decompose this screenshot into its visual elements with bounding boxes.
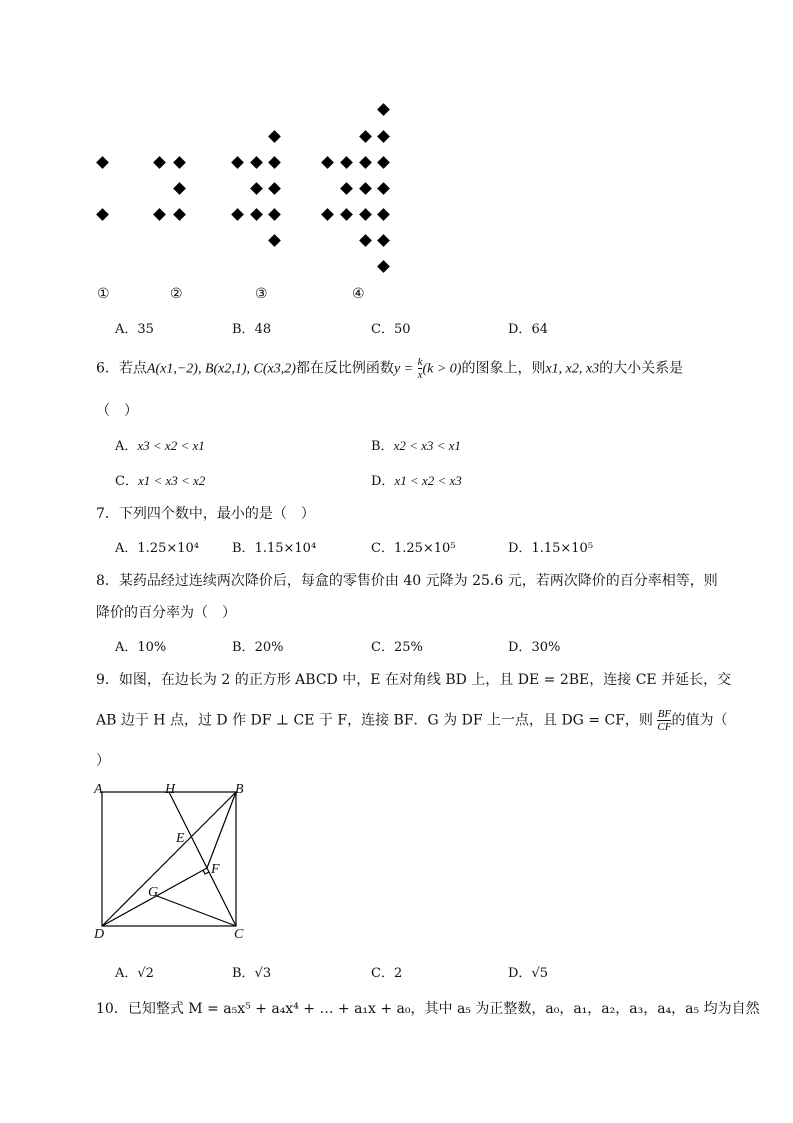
option-c[interactable]: C．x1 < x3 < x2	[115, 473, 206, 489]
option-d[interactable]: D．x1 < x2 < x3	[371, 473, 462, 489]
option-b[interactable]: B．48	[232, 322, 272, 337]
q9-stem-line3: ）	[96, 753, 110, 769]
q9-stem-line2: AB 边于 H 点，过 D 作 DF ⊥ CE 于 F，连接 BF．G 为 DF 上一点，且 DG = CF，则 $\frac{BF}{CF}$ 的值为（	[96, 708, 728, 733]
diamond-3	[268, 156, 281, 169]
option-a[interactable]: A．x3 < x2 < x1	[115, 438, 205, 454]
option-c[interactable]: C．25%	[371, 640, 423, 655]
fraction-bf-over-cf: $\frac{BF}{CF}$	[657, 708, 672, 733]
diamond-4	[340, 208, 353, 221]
diamond-3	[268, 208, 281, 221]
diamond-4	[359, 182, 372, 195]
figure-label-1: ①	[97, 286, 110, 302]
option-b[interactable]: B．20%	[232, 640, 284, 655]
option-a[interactable]: A．1.25×10⁴	[115, 541, 199, 556]
diamond-3	[231, 156, 244, 169]
diamond-2	[153, 156, 166, 169]
q8-stem-line2: 降价的百分率为（ ）	[96, 605, 236, 621]
diamond-4	[377, 156, 390, 169]
option-a[interactable]: A．35	[115, 322, 154, 337]
option-d[interactable]: D．√5	[508, 966, 548, 981]
option-a[interactable]: A．10%	[115, 640, 167, 655]
q7-stem: 7．下列四个数中，最小的是（ ）	[96, 506, 315, 522]
diamond-2	[173, 156, 186, 169]
option-d[interactable]: D．64	[508, 322, 548, 337]
point-label-d: D	[94, 927, 105, 942]
point-label-e: E	[176, 831, 185, 846]
option-b[interactable]: B．√3	[232, 966, 272, 981]
diamond-4	[377, 103, 390, 116]
point-label-g: G	[148, 885, 159, 900]
point-label-h: H	[165, 782, 176, 797]
diamond-4	[321, 156, 334, 169]
option-a[interactable]: A．√2	[115, 966, 154, 981]
diamond-1	[96, 156, 109, 169]
square-abcd-figure	[90, 780, 260, 945]
diamond-4	[359, 130, 372, 143]
diamond-3	[268, 182, 281, 195]
point-label-c: C	[234, 927, 244, 942]
point-label-b: B	[235, 782, 244, 797]
diamond-3	[231, 208, 244, 221]
point-label-f: F	[211, 862, 220, 877]
diamond-2	[173, 208, 186, 221]
diamond-4	[359, 208, 372, 221]
diamond-4	[359, 156, 372, 169]
diamond-3	[250, 208, 263, 221]
diamond-4	[340, 156, 353, 169]
line-ch	[169, 792, 236, 926]
diamond-2	[153, 208, 166, 221]
diamond-3	[268, 130, 281, 143]
fraction-k-over-x: $\frac{k}{x}$	[417, 356, 423, 381]
q8-stem-line1: 8．某药品经过连续两次降价后，每盒的零售价由 40 元降为 25.6 元，若两次降价的百分率相等，则	[96, 573, 718, 589]
q10-stem-line1: 10．已知整式 M = a₅x⁵ + a₄x⁴ + … + a₁x + a₀，其中 a₅ 为正整数，a₀，a₁，a₂，a₃，a₄，a₅ 均为自然	[96, 1001, 760, 1017]
option-c[interactable]: C．1.25×10⁵	[371, 541, 456, 556]
option-c[interactable]: C．50	[371, 322, 411, 337]
line-bf	[207, 792, 236, 868]
option-b[interactable]: B．x2 < x3 < x1	[371, 438, 461, 454]
figure-label-2: ②	[170, 286, 183, 302]
option-d[interactable]: D．1.15×10⁵	[508, 541, 594, 556]
diamond-4	[340, 182, 353, 195]
diamond-3	[250, 182, 263, 195]
figure-label-3: ③	[255, 286, 268, 302]
q9-stem-line1: 9．如图，在边长为 2 的正方形 ABCD 中，E 在对角线 BD 上，且 DE = 2BE，连接 CE 并延长，交	[96, 672, 732, 688]
diamond-4	[377, 182, 390, 195]
diamond-3	[250, 156, 263, 169]
diamond-4	[377, 234, 390, 247]
diamond-4	[377, 208, 390, 221]
diamond-4	[377, 130, 390, 143]
option-b[interactable]: B．1.15×10⁴	[232, 541, 317, 556]
figure-label-4: ④	[352, 286, 365, 302]
point-label-a: A	[94, 782, 103, 797]
diagonal-bd	[102, 792, 236, 926]
diamond-4	[359, 234, 372, 247]
option-d[interactable]: D．30%	[508, 640, 561, 655]
q6-stem: 6．若点A(x1,−2), B(x2,1), C(x3,2)都在反比例函数y = $\frac{k}{x}$ (k > 0)的图象上，则x1, x2, x3的大小关系是	[96, 356, 684, 381]
line-gc	[157, 896, 236, 926]
diamond-1	[96, 208, 109, 221]
q6-answer-paren: （ ）	[96, 403, 138, 419]
diamond-3	[268, 234, 281, 247]
diamond-4	[321, 208, 334, 221]
option-c[interactable]: C．2	[371, 966, 403, 981]
diamond-2	[173, 182, 186, 195]
diamond-4	[377, 260, 390, 273]
